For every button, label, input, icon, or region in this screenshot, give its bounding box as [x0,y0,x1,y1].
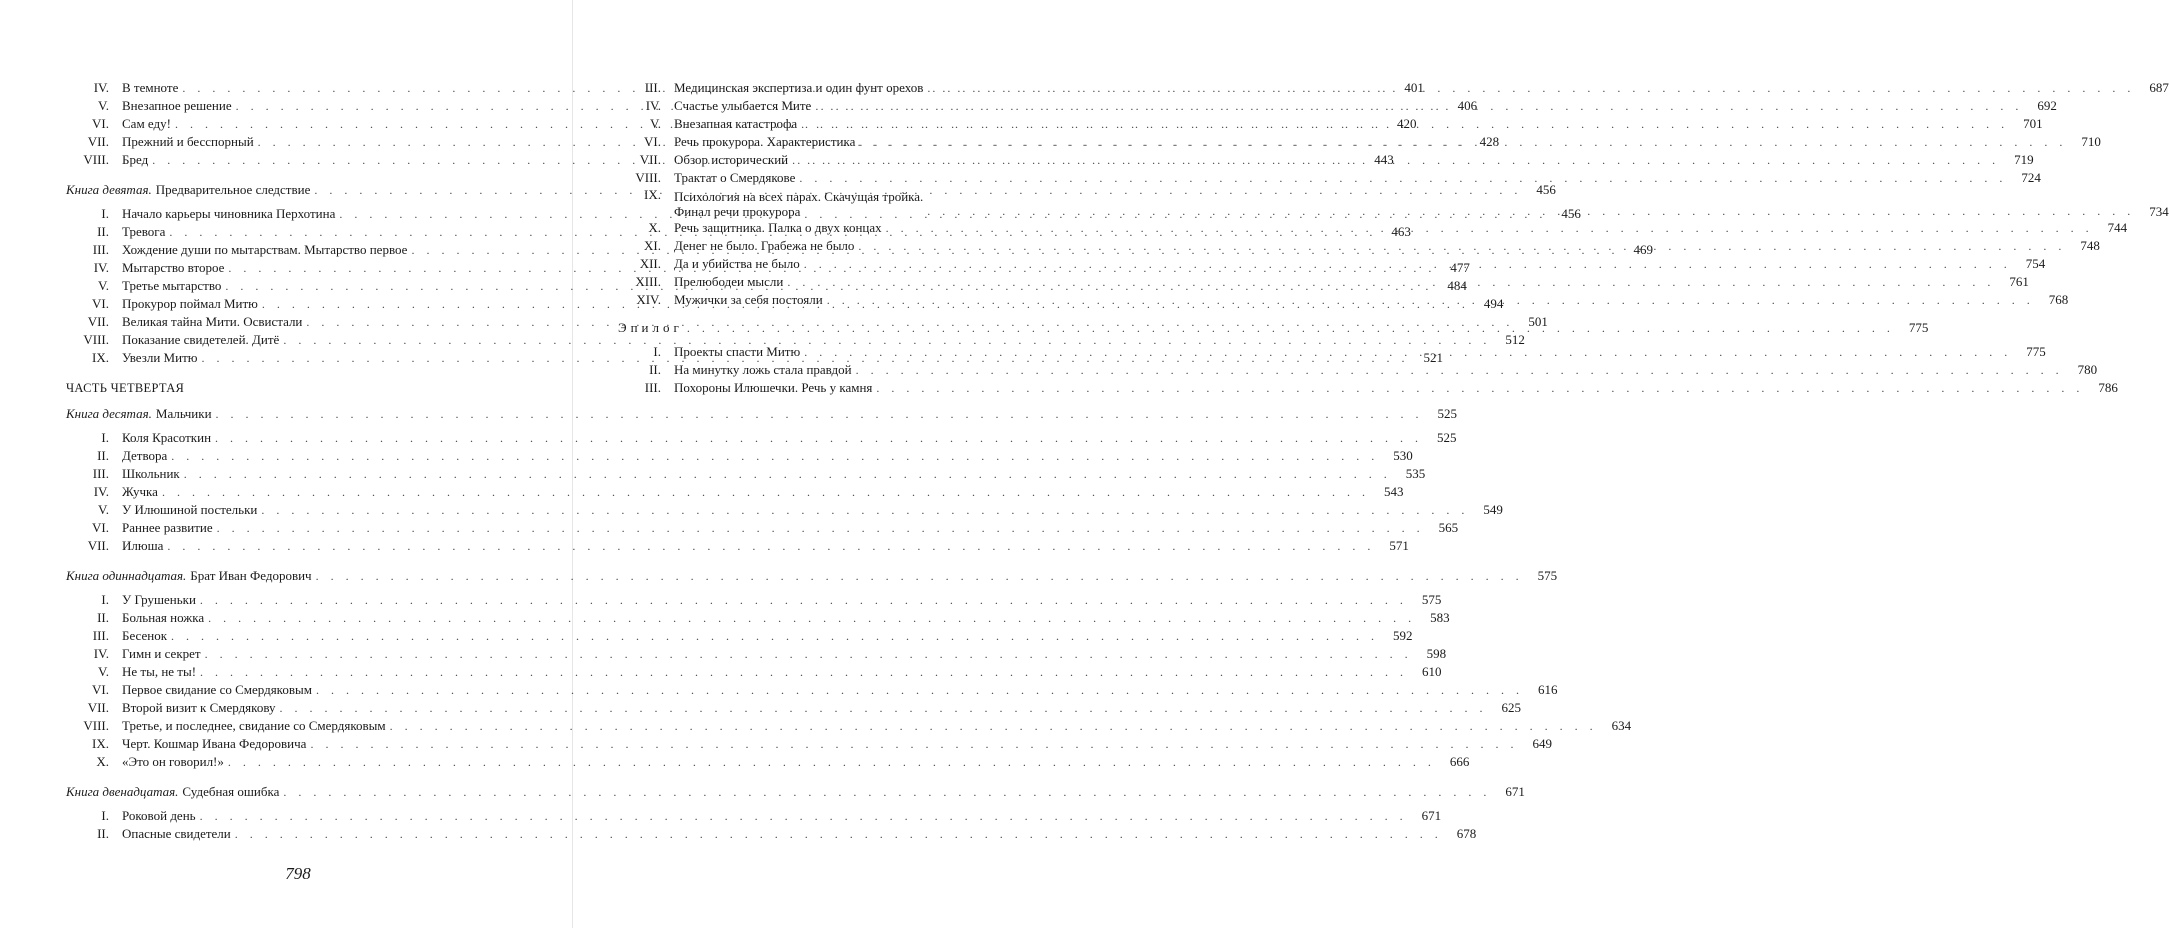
page-number: 768 [2048,292,2069,307]
leader-dots [687,319,1895,337]
page-number: 687 [2149,80,2169,95]
chapter-title: Детвора [122,448,168,463]
leader-dots [200,807,1408,825]
page-number: 565 [1438,520,1459,535]
page-number: 744 [2107,220,2128,235]
chapter-title: Прелюбодеи мысли [674,274,784,289]
chapter-number: VII. [87,314,109,329]
page-number: 610 [1422,664,1442,679]
toc-entry [66,753,1470,771]
chapter-title: Мытарство второе [122,260,225,275]
chapter-number: VII. [639,152,661,167]
leader-dots [804,255,2012,273]
page-number: 512 [1505,332,1525,347]
chapter-title: Школьник [122,466,180,481]
page-number: 775 [1908,320,1929,335]
chapter-number: VIII. [83,332,109,347]
page-number: 734 [2149,204,2169,219]
chapter-number: VI. [92,116,109,131]
chapter-number: III. [92,242,109,257]
page-number: 592 [1393,628,1413,643]
chapter-number: II. [97,610,109,625]
chapter-number: V. [650,116,661,131]
leader-dots [310,735,1518,753]
chapter-number: IX. [644,187,661,202]
toc-entry [618,169,2041,187]
leader-dots [801,115,2009,133]
chapter-title: Коля Красоткин [122,430,212,445]
chapter-title: Прокурор поймал Митю [122,296,258,311]
chapter-number: XI. [644,238,661,253]
chapter-title-line: Психология на всех парах. Скачущая тройка. [674,189,924,204]
chapter-title: Бред [122,152,149,167]
chapter-number: VIII. [83,718,109,733]
page-number: 484 [1447,278,1467,293]
page-number: 463 [1391,224,1411,239]
leader-dots [815,97,2023,115]
chapter-title: Тревога [122,224,166,239]
leader-dots [205,645,1413,663]
part-heading: ЧАСТЬ ЧЕТВЕРТАЯ [66,381,185,395]
chapter-title: Сам еду! [122,116,171,131]
chapter-title: Больная ножка [122,610,205,625]
chapter-title: Внезапная катастрофа [674,116,798,131]
chapter-number: IX. [92,350,109,365]
leader-dots [856,361,2064,379]
chapter-title: Речь защитника. Палка о двух концах [674,220,882,235]
toc-entry [66,537,1409,555]
folio-page-number: 798 [285,864,311,883]
page-number: 406 [1457,98,1478,113]
page-number: 786 [2098,380,2118,395]
leader-dots [200,663,1408,681]
chapter-number: II. [97,224,109,239]
chapter-number: III. [644,380,661,395]
leader-dots [316,567,1524,585]
toc-block [66,591,1632,771]
page-number: 530 [1393,448,1413,463]
page-number: 575 [1537,568,1558,583]
page-number: 649 [1532,736,1552,751]
page-number: 719 [2014,152,2034,167]
book-title: Мальчики [155,406,212,421]
chapter-number: IV. [645,98,661,113]
leader-dots [827,291,2035,309]
leader-dots [200,591,1408,609]
page-number: 671 [1505,784,1525,799]
chapter-number: II. [649,362,661,377]
toc-entry [66,519,1459,537]
chapter-number: III. [644,80,661,95]
page-number: 571 [1389,538,1409,553]
leader-dots [261,501,1469,519]
book-label: Книга девятая. [66,182,152,197]
chapter-title: Денег не было. Грабежа не было [674,238,855,253]
leader-dots [804,343,2012,361]
chapter-title: Гимн и секрет [122,646,201,661]
leader-dots [228,753,1436,771]
toc-entry [66,331,1525,349]
page-number: 625 [1501,700,1522,715]
toc-entry [66,627,1413,645]
book-title: Предварительное следствие [155,182,311,197]
leader-dots [859,133,2067,151]
chapter-title: Прежний и бесспорный [122,134,254,149]
leader-dots [184,465,1392,483]
chapter-number: V. [98,278,109,293]
page-number: 525 [1437,406,1458,421]
chapter-title: Да и убийства не было [674,256,800,271]
chapter-title: На минутку ложь стала правдой [674,362,852,377]
leader-dots [876,379,2084,397]
chapter-title: Медицинская экспертиза и один фунт орехов [674,80,924,95]
page-number: 780 [2077,362,2098,377]
chapter-title: Первое свидание со Смердяковым [122,682,312,697]
page-number: 775 [2026,344,2046,359]
toc-entry [66,429,1457,447]
chapter-number: II. [97,448,109,463]
chapter-number: IV. [93,80,109,95]
page-number: 761 [2009,274,2029,289]
leader-dots [171,627,1379,645]
chapter-number: IV. [93,484,109,499]
leader-dots [316,681,1524,699]
page-number: 494 [1483,296,1504,311]
page-number: 469 [1633,242,1653,257]
leader-dots [216,405,1424,423]
chapter-title: У Грушеньки [122,592,196,607]
page-number: 701 [2023,116,2043,131]
leader-dots [217,519,1425,537]
toc-entry [66,447,1413,465]
chapter-title: «Это он говорил!» [122,754,224,769]
chapter-title: Роковой день [122,808,196,823]
chapter-number: VIII. [635,170,661,185]
chapter-title: Не ты, не ты! [122,664,197,679]
toc-entry [66,681,1558,699]
chapter-title: Трактат о Смердякове [674,170,796,185]
toc-entry [66,663,1442,681]
chapter-number: X. [648,220,661,235]
toc-entry [66,465,1426,483]
page-number: 724 [2021,170,2041,185]
chapter-number: IV. [93,260,109,275]
chapter-title-line: Финал речи прокурора [674,204,801,219]
chapter-title: Третье мытарство [122,278,222,293]
toc-entry [66,735,1552,753]
leader-dots [858,237,2066,255]
page-number: 543 [1383,484,1404,499]
page-number: 401 [1404,80,1424,95]
chapter-number: VI. [92,682,109,697]
toc-entry [66,645,1447,663]
leader-dots [215,429,1423,447]
chapter-number: VI. [92,296,109,311]
toc-entry [618,379,2118,397]
chapter-title: Третье, и последнее, свидание со Смердяковым [122,718,386,733]
chapter-title: Речь прокурора. Характеристика [674,134,856,149]
chapter-title: Черт. Кошмар Ивана Федоровича [122,736,307,751]
toc-entry [66,483,1404,501]
toc-block [66,807,1477,843]
chapter-number: VIII. [83,152,109,167]
leader-dots [235,825,1443,843]
page-number: 598 [1426,646,1447,661]
page-number: 420 [1396,116,1417,131]
page-number: 634 [1611,718,1632,733]
chapter-title: Обзор исторический [674,152,789,167]
leader-dots [280,699,1488,717]
chapter-title: Великая тайна Мити. Освистали [122,314,303,329]
chapter-title: Хождение души по мытарствам. Мытарство первое [122,242,408,257]
page-number: 710 [2081,134,2101,149]
leader-dots [886,219,2094,237]
toc-entry [66,825,1477,843]
chapter-number: III. [92,628,109,643]
chapter-title: У Илюшиной постельки [122,502,258,517]
chapter-number: I. [101,592,109,607]
page-number: 521 [1423,350,1443,365]
chapter-number: I. [101,206,109,221]
chapter-title: Увезли Митю [122,350,198,365]
leader-dots [927,204,2135,219]
chapter-title: Похороны Илюшечки. Речь у камня [674,380,873,395]
chapter-title: Жучка [122,484,158,499]
page-number: 428 [1479,134,1500,149]
book-heading-ten [66,405,1458,423]
chapter-title [674,189,923,219]
book-title: Брат Иван Федорович [190,568,312,583]
page-number: 535 [1405,466,1426,481]
chapter-number: I. [101,808,109,823]
page-number: 575 [1421,592,1442,607]
page-number: 443 [1374,152,1394,167]
chapter-title: Опасные свидетели [122,826,231,841]
chapter-title: Проекты спасти Митю [674,344,801,359]
chapter-number: V. [98,502,109,517]
leader-dots [927,79,2135,97]
page-number: 692 [2037,98,2057,113]
chapter-title: Второй визит к Смердякову [122,700,276,715]
leader-dots [799,169,2007,187]
chapter-number: X. [96,754,109,769]
chapter-number: IV. [93,646,109,661]
leader-dots [208,609,1416,627]
page-number: 671 [1421,808,1442,823]
chapter-number: I. [653,344,661,359]
toc-entry [618,361,2098,379]
chapter-number: VI. [644,134,661,149]
page-number: 754 [2025,256,2046,271]
page-number: 501 [1528,314,1548,329]
chapter-title: Бесенок [122,628,168,643]
book-label: Книга двенадцатая. [66,784,179,799]
chapter-number: V. [98,98,109,113]
chapter-number: VI. [92,520,109,535]
toc-entry [66,699,1522,717]
leader-dots [792,151,2000,169]
chapter-number: XIV. [636,292,661,307]
page-number: 456 [1536,182,1556,197]
chapter-number: XIII. [635,274,661,289]
leader-dots [283,783,1491,801]
epilog-label: Эпилог [618,320,683,335]
chapter-number: III. [92,466,109,481]
toc-entry [66,591,1442,609]
leader-dots [787,273,1995,291]
chapter-number: VII. [87,134,109,149]
chapter-title: Показание свидетелей. Дитё [122,332,280,347]
chapter-number: I. [101,430,109,445]
page-number: 477 [1450,260,1470,275]
page-number: 456 [1561,206,1581,221]
toc-entry [66,717,1632,735]
toc-entry [66,807,1442,825]
book-heading-twelve [66,783,1525,801]
page-number: 748 [2080,238,2100,253]
leader-dots [167,537,1375,555]
book-heading-eleven [66,567,1558,585]
leader-dots [162,483,1370,501]
leader-dots [390,717,1598,735]
leader-dots [171,447,1379,465]
chapter-number: VII. [87,538,109,553]
page-number: 678 [1456,826,1477,841]
book-label: Книга десятая. [66,406,152,421]
chapter-title: Мужички за себя постояли [674,292,823,307]
chapter-number: VII. [87,700,109,715]
chapter-title: Раннее развитие [122,520,213,535]
chapter-title: Счастье улыбается Мите [674,98,812,113]
chapter-title: Внезапное решение [122,98,232,113]
chapter-number: IX. [92,736,109,751]
toc-block [66,429,1503,555]
book-label: Книга одиннадцатая. [66,568,187,583]
page-number: 616 [1537,682,1558,697]
page-number: 549 [1483,502,1503,517]
chapter-number: V. [98,664,109,679]
toc-entry [66,609,1450,627]
page-number: 666 [1449,754,1470,769]
book-title: Судебная ошибка [182,784,280,799]
chapter-title: Илюша [122,538,164,553]
chapter-title: В темноте [122,80,179,95]
chapter-title: Начало карьеры чиновника Перхотина [122,206,336,221]
page-number: 525 [1437,430,1457,445]
chapter-number: II. [97,826,109,841]
page-number: 583 [1430,610,1450,625]
chapter-number: XII. [639,256,661,271]
toc-entry [66,501,1503,519]
